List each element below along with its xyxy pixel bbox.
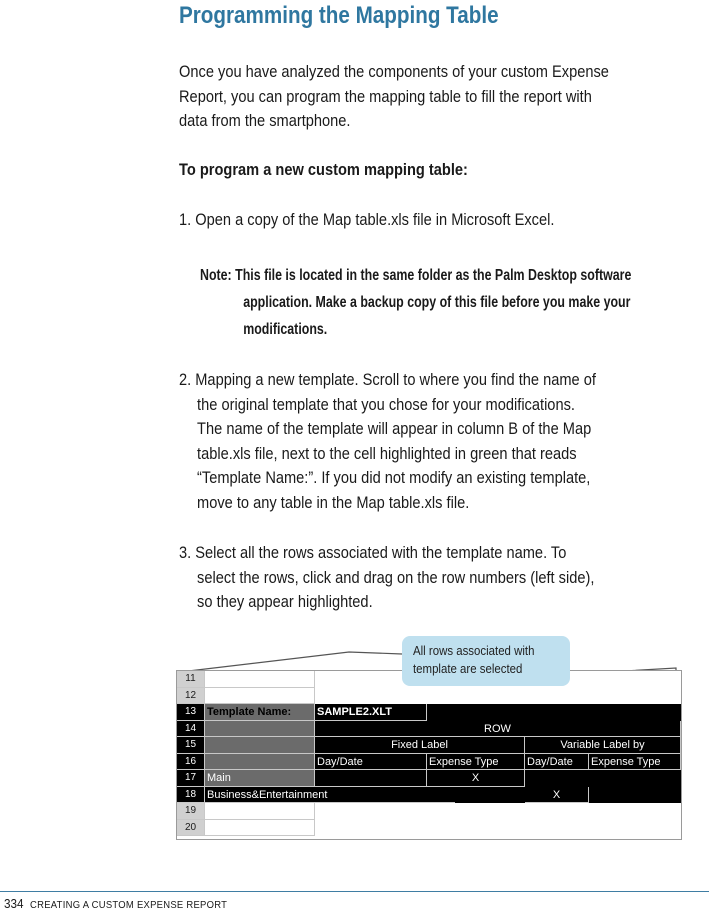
intro-line: Report, you can program the mapping table to fill the report with (179, 86, 592, 106)
step-3 (179, 541, 594, 615)
note-line: application. Make a backup copy of this file before you make your (243, 294, 631, 311)
sheet-row-selected (177, 787, 681, 804)
row-header-cell[interactable]: ROW (315, 721, 681, 738)
mark-cell[interactable]: X (525, 787, 589, 804)
mark-cell[interactable]: X (427, 770, 525, 787)
sheet-row-selected (177, 721, 681, 738)
step-1: 1. Open a copy of the Map table.xls file in Microsoft Excel. (179, 210, 555, 229)
spreadsheet-screenshot (176, 670, 682, 840)
row-number[interactable]: 15 (177, 737, 205, 754)
step-2-line: the original template that you chose for your modifications. (197, 394, 575, 414)
intro-line: Once you have analyzed the components of your custom Expense (179, 62, 609, 81)
template-label-cell[interactable]: Template Name: (205, 704, 315, 721)
step-2-line: table.xls file, next to the cell highlighted in green that reads (197, 443, 577, 463)
procedure-title: To program a new custom mapping table: (179, 160, 468, 179)
variable-label-cell[interactable]: Variable Label by (525, 737, 681, 754)
step-2-line: move to any table in the Map table.xls file. (197, 492, 470, 512)
callout-line: All rows associated with (413, 643, 535, 658)
callout-line: template are selected (413, 661, 523, 676)
note-label: Note: (200, 267, 232, 284)
note-line: modifications. (243, 321, 328, 338)
sheet-row (177, 688, 681, 705)
business-cell[interactable]: Business&Entertainment (205, 787, 455, 804)
step-2-line: “Template Name:”. If you did not modify an existing template, (197, 468, 591, 487)
step-2 (179, 368, 596, 515)
intro-line: data from the smartphone. (179, 111, 351, 130)
page-title: Programming the Mapping Table (179, 2, 499, 29)
expense-type-cell[interactable]: Expense Type (427, 754, 525, 771)
row-number[interactable]: 11 (177, 671, 205, 688)
day-date-cell[interactable]: Day/Date (315, 754, 427, 771)
row-number[interactable]: 19 (177, 803, 205, 820)
expense-type-cell[interactable]: Expense Type (589, 754, 681, 771)
sheet-row-selected (177, 754, 681, 771)
page-footer (4, 896, 227, 911)
callout-text (413, 642, 534, 678)
template-value-cell[interactable]: SAMPLE2.XLT (315, 704, 427, 721)
page-number: 334 (4, 896, 24, 911)
step-3-line: so they appear highlighted. (197, 592, 373, 611)
note-block (200, 262, 631, 343)
row-number[interactable]: 17 (177, 770, 205, 787)
row-number[interactable]: 13 (177, 704, 205, 721)
intro-paragraph (179, 60, 609, 134)
footer-rule (0, 891, 709, 892)
row-number[interactable]: 16 (177, 754, 205, 771)
step-2-line: 2. Mapping a new template. Scroll to where you find the name of (179, 370, 596, 389)
step-3-line: select the rows, click and drag on the row numbers (left side), (197, 567, 595, 587)
main-cell[interactable]: Main (205, 770, 315, 787)
sheet-row-selected (177, 704, 681, 721)
row-number[interactable]: 14 (177, 721, 205, 738)
row-number[interactable]: 18 (177, 787, 205, 804)
sheet-row-selected (177, 737, 681, 754)
sheet-row (177, 803, 681, 820)
fixed-label-cell[interactable]: Fixed Label (315, 737, 525, 754)
row-number[interactable]: 12 (177, 688, 205, 705)
step-2-line: The name of the template will appear in column B of the Map (197, 419, 592, 438)
section-title: CREATING A CUSTOM EXPENSE REPORT (30, 899, 228, 911)
sheet-row-selected (177, 770, 681, 787)
sheet-row (177, 820, 681, 837)
day-date-cell[interactable]: Day/Date (525, 754, 589, 771)
step-3-line: 3. Select all the rows associated with the template name. To (179, 543, 567, 562)
note-line: This file is located in the same folder as the Palm Desktop software (235, 267, 632, 284)
row-number[interactable]: 20 (177, 820, 205, 837)
